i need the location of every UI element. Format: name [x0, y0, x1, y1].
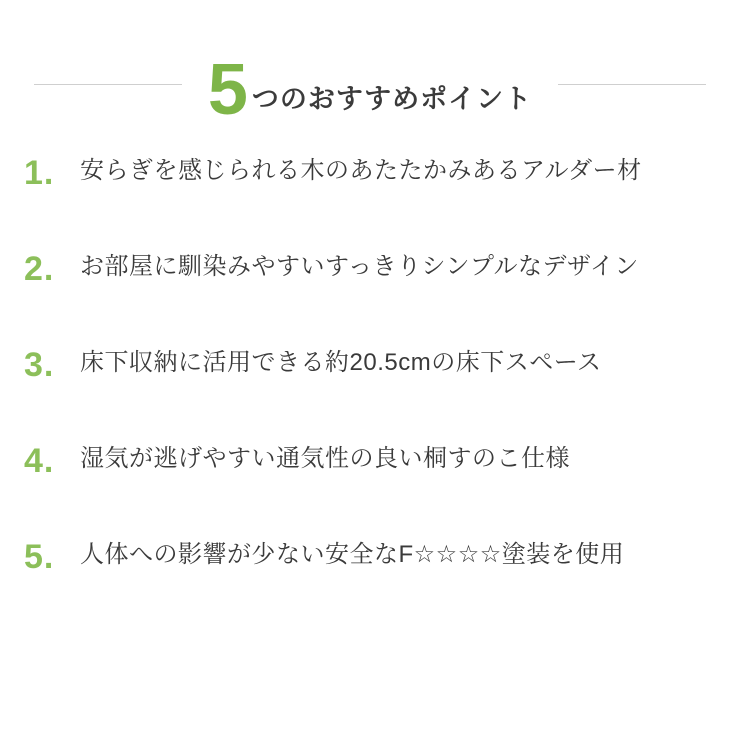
list-item: [0, 342, 740, 438]
list-item: [0, 150, 740, 246]
list-item-number: 1.: [24, 154, 55, 192]
list-item-label: 人体への影響が少ない安全なF☆☆☆☆塗装を使用: [80, 541, 625, 568]
page-title: [207, 48, 533, 130]
list-item-number: 3.: [24, 346, 55, 384]
list-item: [0, 534, 740, 630]
points-list: [0, 150, 740, 630]
list-item: [0, 438, 740, 534]
list-item-number: 5.: [24, 538, 55, 576]
header-divider-left: [34, 84, 182, 85]
header-divider-right: [558, 84, 706, 85]
headline-number: 5: [207, 50, 248, 130]
list-item-label: お部屋に馴染みやすいすっきりシンプルなデザイン: [80, 253, 639, 280]
list-item-label: 安らぎを感じられる木のあたたかみあるアルダー材: [80, 157, 642, 184]
page-header: [0, 48, 740, 130]
list-item-label: 床下収納に活用できる約20.5cmの床下スペース: [80, 349, 602, 376]
list-item-label: 湿気が逃げやすい通気性の良い桐すのこ仕様: [80, 445, 570, 472]
list-item: [0, 246, 740, 342]
list-item-number: 2.: [24, 250, 55, 288]
list-item-number: 4.: [24, 442, 55, 480]
headline-text: つのおすすめポイント: [251, 84, 533, 114]
